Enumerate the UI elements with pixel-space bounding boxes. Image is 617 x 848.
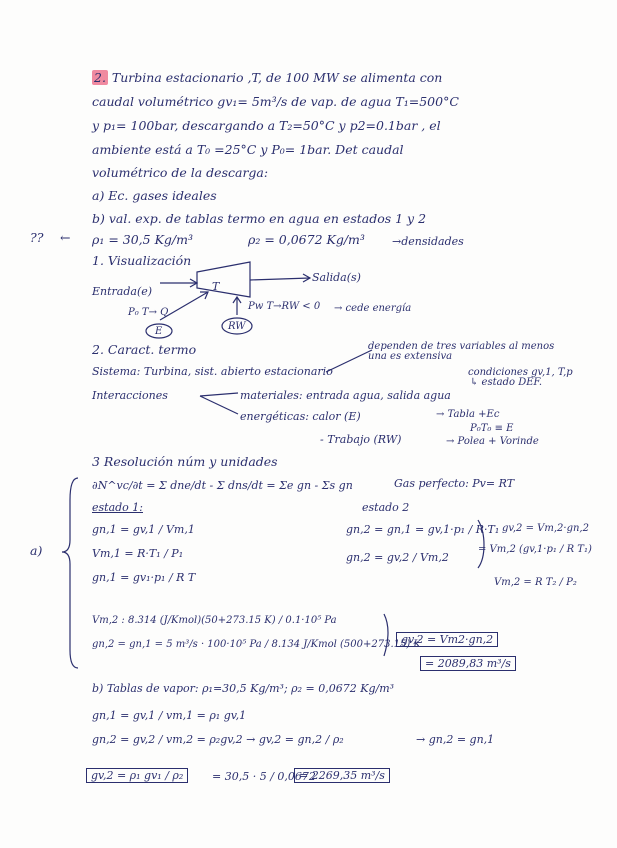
part-a-question: a) Ec. gases ideales xyxy=(92,188,217,203)
gv2-boxed-formula: gv,2 = Vm2·gn,2 xyxy=(396,632,498,647)
caract-variables-note: dependen de tres variables al menos una es extensiva xyxy=(368,341,555,362)
vm2-numeric: Vm,2 : 8.314 (J/Kmol)(50+273.15 K) / 0.1·10⁵ Pa xyxy=(92,615,337,626)
gn1-expression: gn,1 = gv₁·p₁ / R T xyxy=(92,571,196,584)
part-b-title: b) Tablas de vapor: ρ₁=30,5 Kg/m³; ρ₂ = 0,0672 Kg/m³ xyxy=(92,682,395,695)
result-b: = 2269,35 m³/s xyxy=(294,768,390,783)
problem-line-1: 2. Turbina estacionario ,T, de 100 MW se alimenta con xyxy=(94,70,443,85)
note-pointer xyxy=(326,350,372,372)
environment-circle xyxy=(146,324,172,338)
power-label: Pw T→RW < 0 xyxy=(248,301,321,312)
turbine-label: T xyxy=(212,280,220,293)
numeric-brace xyxy=(384,614,388,656)
part-b-question: b) val. exp. de tablas termo en agua en estados 1 y 2 xyxy=(92,211,427,226)
vm2-definition: Vm,2 = R T₂ / P₂ xyxy=(494,577,577,588)
heat-arrow-line xyxy=(160,292,208,320)
caract-conditions-note: condiciones gv,1, T,p xyxy=(468,367,573,378)
energy-interactions: energéticas: calor (E) xyxy=(240,410,361,423)
visualization-title: 1. Visualización xyxy=(92,253,192,268)
problem-line-5: volumétrico de la descarga: xyxy=(92,165,269,180)
system-description: Sistema: Turbina, sist. abierto estacionario xyxy=(92,365,333,378)
interactions-label: Interacciones xyxy=(92,389,168,402)
part-b-line-2: gn,2 = gv,2 / vm,2 = ρ₂gv,2 → gv,2 = gn,2 / ρ₂ xyxy=(92,733,344,746)
gv2-expression: gv,2 = Vm,2·gn,2 xyxy=(502,523,589,534)
material-interactions: materiales: entrada agua, salida agua xyxy=(240,389,451,402)
caract-title: 2. Caract. termo xyxy=(92,342,197,357)
density-p2: ρ₂ = 0,0672 Kg/m³ xyxy=(248,232,365,247)
part-a-brace xyxy=(62,478,78,668)
work-reservoir-circle xyxy=(222,318,252,334)
part-b-line-1: gn,1 = gv,1 / vm,1 = ρ₁ gv,1 xyxy=(92,709,247,722)
heat-label: P₀ T→ Q xyxy=(128,307,169,318)
ideal-gas-law: Gas perfecto: Pv= RT xyxy=(394,477,515,490)
environment-circle-label: E xyxy=(155,326,163,337)
resolution-title: 3 Resolución núm y unidades xyxy=(92,454,278,469)
final-gv2-mid: = 30,5 · 5 / 0,0672 xyxy=(212,770,316,783)
interaction-branch-upper xyxy=(200,393,238,396)
gn1-definition: gn,1 = gv,1 / Vm,1 xyxy=(92,523,195,536)
table-note: → Tabla +Ec xyxy=(436,409,500,420)
gv2-expanded: = Vm,2 (gv,1·p₁ / R T₁) xyxy=(478,544,592,555)
p0t0-note: P₀T₀ ≡ E xyxy=(470,423,514,434)
problem-number: 2. xyxy=(94,70,106,85)
result-a: = 2089,83 m³/s xyxy=(420,656,516,671)
gn21-numeric: gn,2 = gn,1 = 5 m³/s · 100·10⁵ Pa / 8.134 J/Kmol (500+273.15) K xyxy=(92,639,421,650)
work-reservoir-label: RW xyxy=(228,321,246,332)
state-2-brace xyxy=(478,520,484,568)
inlet-label: Entrada(e) xyxy=(92,285,153,298)
outlet-label: Salida(s) xyxy=(312,271,361,284)
gn2-definition: gn,2 = gv,2 / Vm,2 xyxy=(346,551,449,564)
margin-question-marks: ?? xyxy=(30,230,44,245)
gn2-equals-gn1: gn,2 = gn,1 = gv,1·p₁ / R·T₁ xyxy=(346,523,500,536)
outlet-arrow-line xyxy=(250,278,310,280)
final-gv2-lhs: gv,2 = ρ₁ gv₁ / ρ₂ xyxy=(86,768,188,783)
energy-note: → cede energía xyxy=(334,303,412,314)
problem-line-3: y p₁= 100bar, descargando a T₂=50°C y p2=0.1bar , el xyxy=(92,118,441,133)
density-p1: ρ₁ = 30,5 Kg/m³ xyxy=(92,232,194,247)
problem-line-2: caudal volumétrico gv₁= 5m³/s de vap. de agua T₁=500°C xyxy=(92,94,459,109)
part-a-margin-label: a) xyxy=(30,543,43,558)
problem-line-4: ambiente está a T₀ =25°C y P₀= 1bar. Det caudal xyxy=(92,142,404,157)
state-2-label: estado 2 xyxy=(362,501,410,514)
state-1-label: estado 1: xyxy=(92,501,143,514)
interaction-branch-lower xyxy=(200,396,238,414)
caract-state-note: ↳ estado DEF. xyxy=(470,377,543,388)
balance-equation: ∂N^vc/∂t = Σ dne/dt - Σ dns/dt = Σe gn - Σs gn xyxy=(92,479,353,492)
work-note: → Polea + Vorinde xyxy=(446,436,539,447)
densities-note: →densidades xyxy=(392,235,464,248)
work-interaction: - Trabajo (RW) xyxy=(320,433,402,446)
vm1-definition: Vm,1 = R·T₁ / P₁ xyxy=(92,547,184,560)
part-b-line-2b: → gn,2 = gn,1 xyxy=(416,733,495,746)
margin-arrow: ← xyxy=(60,230,71,245)
